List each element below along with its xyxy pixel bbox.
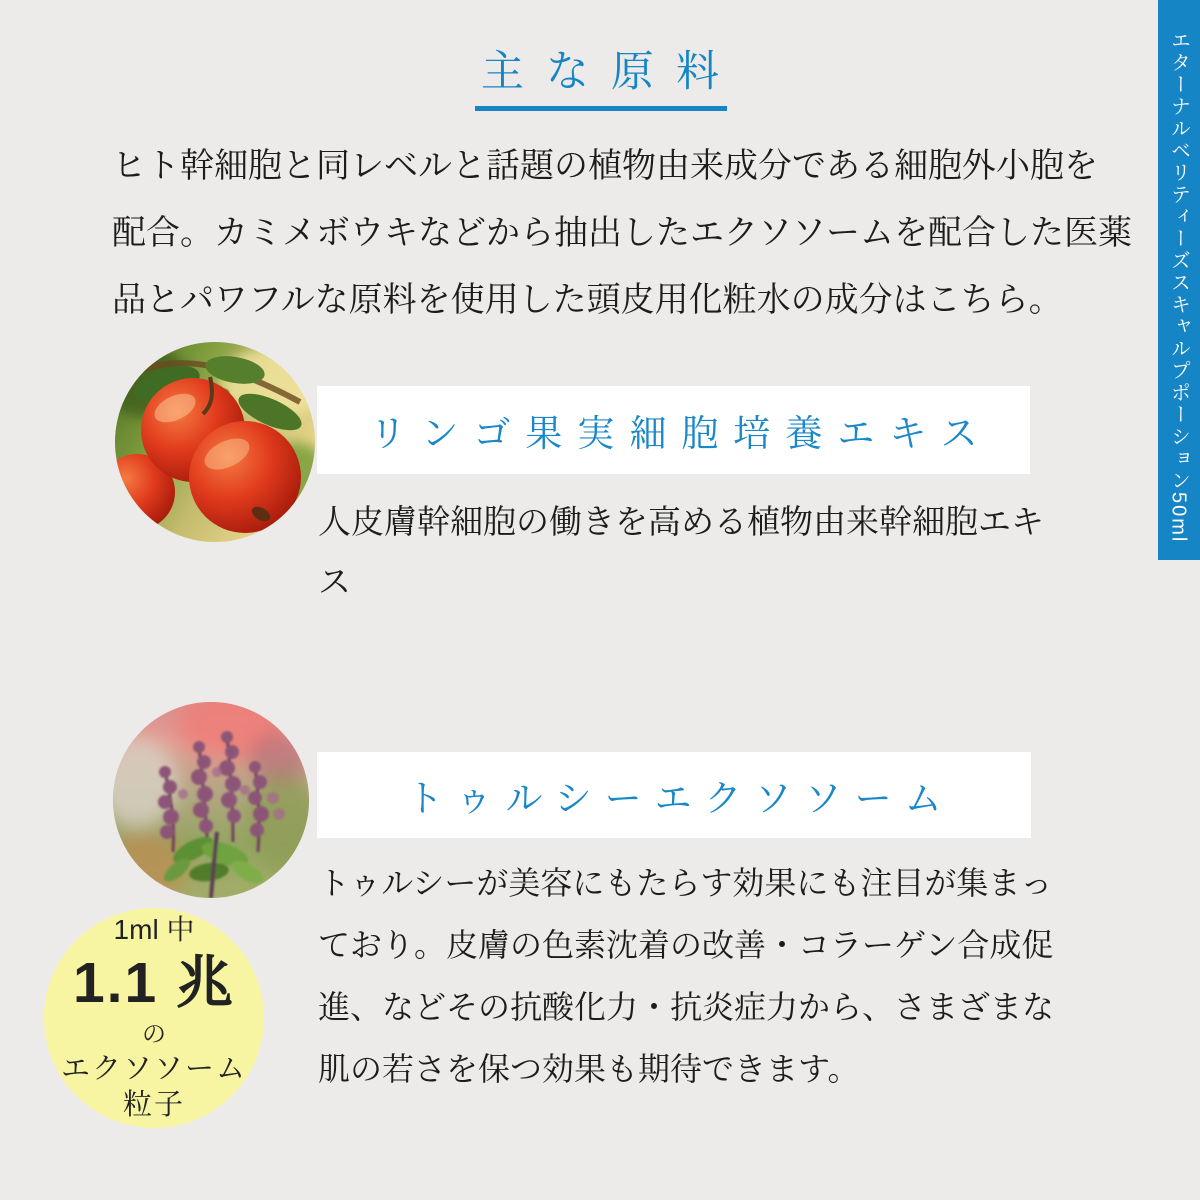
- intro-line: ヒト幹細胞と同レベルと話題の植物由来成分である細胞外小胞を: [112, 147, 1098, 185]
- badge-item: エクソソーム: [60, 1053, 247, 1085]
- badge-unit-label: 1ml 中: [113, 914, 195, 945]
- ingredient-label-tulsi: [317, 752, 1031, 838]
- description-line: 人皮膚幹細胞の働きを高める植物由来幹細胞エキ: [318, 503, 1044, 540]
- ingredient-description-apple: [318, 492, 1044, 612]
- description-line: トゥルシーが美容にもたらす効果にも注目が集まっ: [318, 865, 1053, 901]
- ingredient-label-apple: [317, 386, 1030, 474]
- badge-connector: の: [142, 1021, 166, 1048]
- title-underline: [475, 106, 727, 111]
- description-line: 肌の若さを保つ効果も期待できます。: [318, 1051, 860, 1087]
- ingredient-name: リンゴ果実細胞培養エキス: [369, 413, 993, 454]
- intro-paragraph: [112, 133, 1132, 334]
- page-title: 主な原料: [481, 48, 741, 96]
- badge-suffix: 粒子: [122, 1089, 185, 1121]
- description-line: 進、などその抗酸化力・抗炎症力から、さまざまな: [318, 989, 1055, 1025]
- product-name-banner: [1158, 0, 1200, 560]
- product-name-vertical-text: エターナルベリティーズスキャルプポーション50ml: [1167, 30, 1190, 544]
- ingredient-name: トゥルシーエクソソーム: [406, 778, 955, 819]
- tulsi-photo: [113, 702, 309, 898]
- description-line: ス: [318, 563, 351, 600]
- description-line: ており。皮膚の色素沈着の改善・コラーゲン合成促: [318, 927, 1054, 963]
- exosome-count-badge: [44, 908, 264, 1128]
- intro-line: 配合。カミメボウキなどから抽出したエクソソームを配合した医薬: [112, 214, 1132, 252]
- apple-photo: [115, 342, 315, 542]
- badge-value: 1.1 兆: [72, 951, 236, 1015]
- intro-line: 品とパワフルな原料を使用した頭皮用化粧水の成分はこちら。: [112, 281, 1063, 319]
- ingredient-description-tulsi: [318, 852, 1054, 1100]
